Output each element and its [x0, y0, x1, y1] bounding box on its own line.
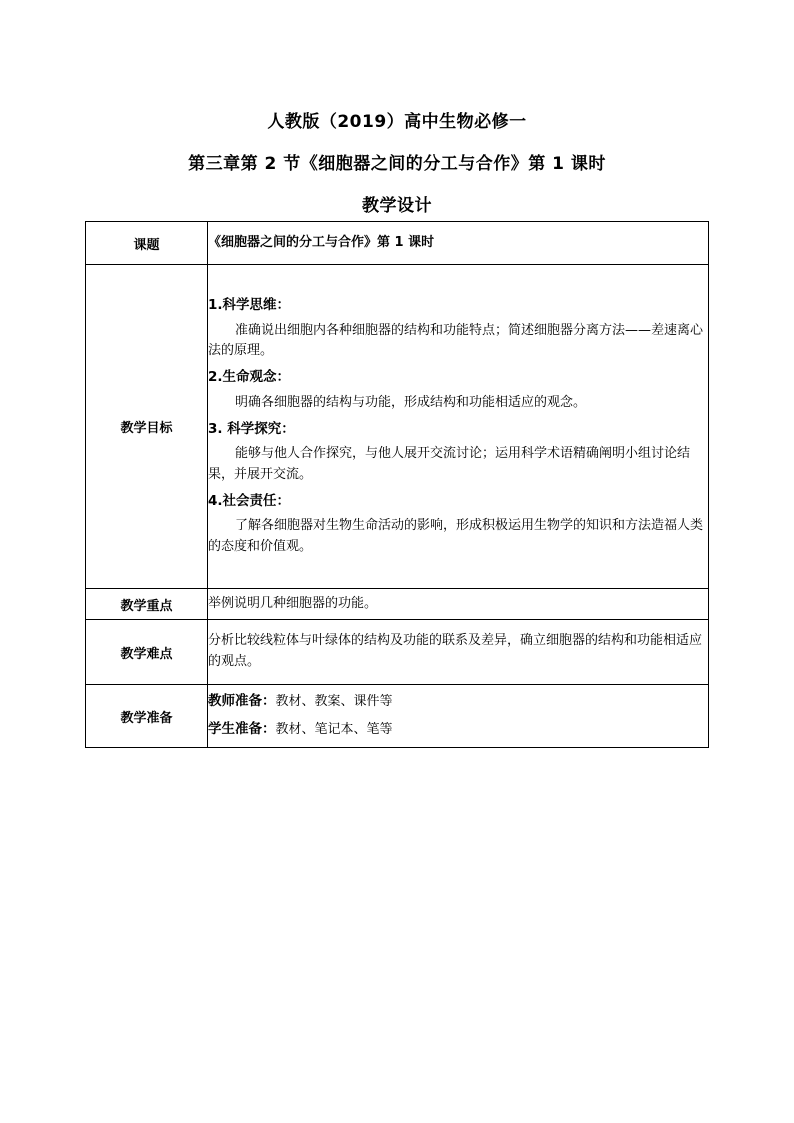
goals-content: [208, 265, 709, 589]
table-row-key-points: [86, 589, 709, 620]
goals-label: 教学目标: [86, 265, 208, 589]
table-row-topic: [86, 222, 709, 265]
student-preparation-value: 教材、笔记本、笔等: [275, 722, 393, 737]
goal-heading-life-concept: 2.生命观念：: [208, 369, 291, 386]
goal-heading-thinking: 1.科学思维：: [208, 297, 291, 314]
teacher-preparation-value: 教材、教案、课件等: [275, 694, 393, 710]
table-row-difficulties: [86, 620, 709, 685]
lesson-plan-table: [85, 221, 709, 748]
lesson-title: 第三章第 2 节《细胞器之间的分工与合作》第 1 课时: [188, 154, 606, 174]
document-title: 人教版（2019）高中生物必修一: [267, 112, 527, 132]
topic-value: 《细胞器之间的分工与合作》第 1 课时: [208, 222, 709, 265]
student-preparation: [208, 719, 708, 741]
difficulties-value: 分析比较线粒体与叶绿体的结构及功能的联系及差异，确立细胞器的结构和功能相适应的观点。: [208, 620, 709, 685]
goal-text-thinking: 准确说出细胞内各种细胞器的结构和功能特点；简述细胞器分离方法——差速离心法的原理。: [208, 322, 704, 359]
table-row-preparation: [86, 685, 709, 748]
key-points-value: 举例说明几种细胞器的功能。: [208, 589, 709, 620]
goal-text-life-concept: 明确各细胞器的结构与功能，形成结构和功能相适应的观念。: [235, 394, 587, 410]
preparation-label: 教学准备: [86, 685, 208, 748]
key-points-label: 教学重点: [86, 589, 208, 620]
teacher-preparation: [208, 691, 708, 713]
topic-label: 课题: [86, 222, 208, 265]
design-heading: 教学设计: [362, 196, 432, 216]
student-preparation-label: 学生准备：: [208, 721, 276, 737]
table-row-goals: [86, 265, 709, 589]
goal-text-inquiry: 能够与他人合作探究，与他人展开交流讨论；运用科学术语精确阐明小组讨论结果，并展开交流。: [208, 446, 691, 482]
goal-heading-inquiry: 3. 科学探究：: [208, 420, 295, 437]
teacher-preparation-label: 教师准备：: [208, 693, 276, 710]
goal-heading-responsibility: 4.社会责任：: [208, 492, 291, 509]
preparation-content: [208, 685, 709, 748]
difficulties-label: 教学难点: [86, 620, 208, 685]
goal-text-responsibility: 了解各细胞器对生物生命活动的影响，形成积极运用生物学的知识和方法造福人类的态度和价值观。: [208, 518, 704, 555]
